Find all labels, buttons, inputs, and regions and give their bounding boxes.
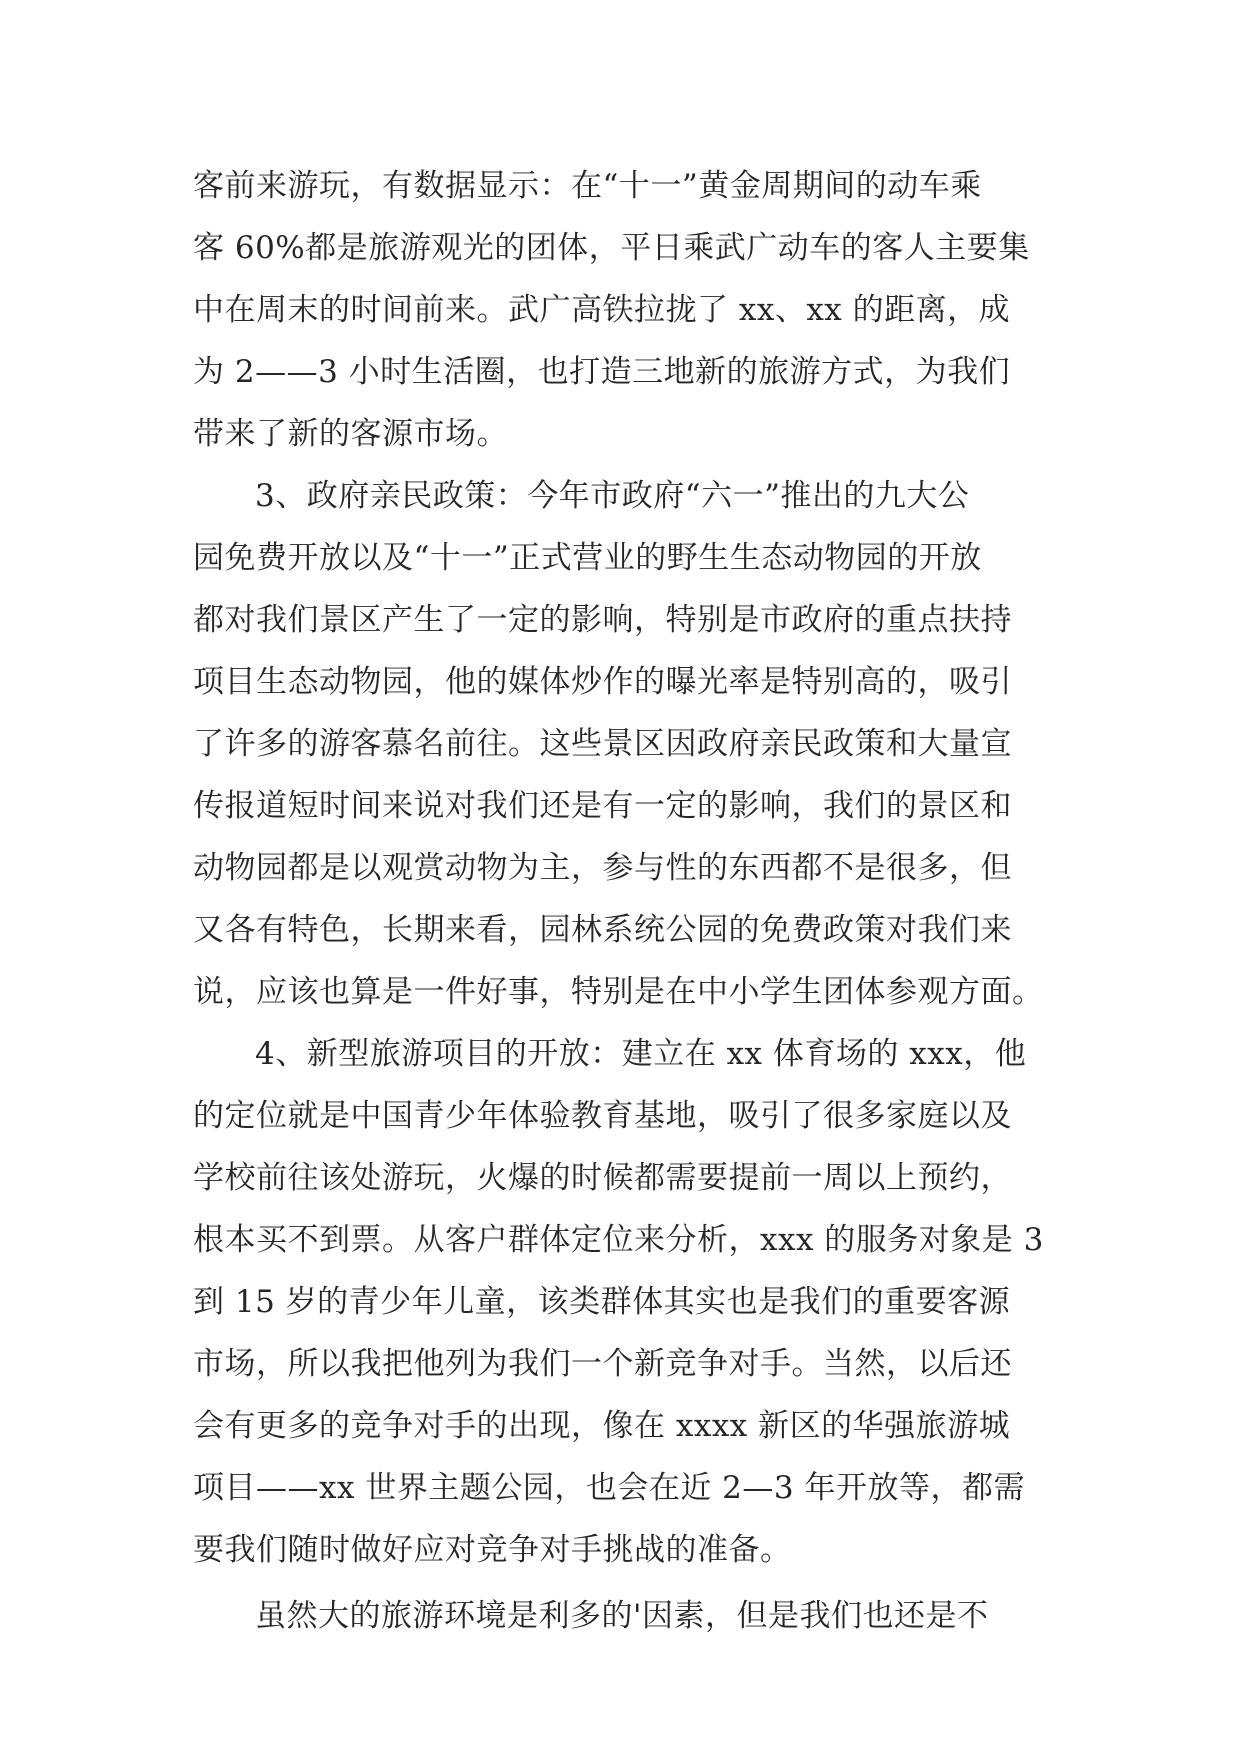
text-line: 都对我们景区产生了一定的影响，特别是市政府的重点扶持 (193, 602, 1012, 638)
text-line: 的定位就是中国青少年体验教育基地，吸引了很多家庭以及 (193, 1098, 1012, 1134)
text-line: 园免费开放以及“十一”正式营业的野生生态动物园的开放 (193, 540, 982, 576)
document-body (193, 155, 1073, 1647)
text-line: 项目——xx 世界主题公园，也会在近 2—3 年开放等，都需 (193, 1470, 1025, 1506)
text-line: 到 15 岁的青少年儿童，该类群体其实也是我们的重要客源 (193, 1284, 1011, 1320)
text-line: 会有更多的竞争对手的出现，像在 xxxx 新区的华强旅游城 (193, 1408, 1011, 1444)
paragraph-start-line: 3、政府亲民政策：今年市政府“六一”推出的九大公 (255, 478, 970, 514)
text-line: 项目生态动物园，他的媒体炒作的曝光率是特别高的，吸引 (193, 664, 1012, 700)
text-line: 又各有特色，长期来看，园林系统公园的免费政策对我们来 (193, 912, 1012, 948)
text-line: 为 2——3 小时生活圈，也打造三地新的旅游方式，为我们 (193, 354, 1011, 390)
text-line: 市场，所以我把他列为我们一个新竞争对手。当然，以后还 (193, 1346, 1012, 1382)
text-line: 根本买不到票。从客户群体定位来分析，xxx 的服务对象是 3 (193, 1222, 1044, 1258)
text-line: 学校前往该处游玩，火爆的时候都需要提前一周以上预约， (193, 1160, 1012, 1196)
paragraph-start-line: 虽然大的旅游环境是利多的'因素，但是我们也还是不 (255, 1598, 989, 1634)
text-line: 传报道短时间来说对我们还是有一定的影响，我们的景区和 (193, 788, 1012, 824)
text-line: 带来了新的客源市场。 (193, 416, 508, 452)
text-line: 了许多的游客慕名前往。这些景区因政府亲民政策和大量宣 (193, 726, 1012, 762)
text-line: 要我们随时做好应对竞争对手挑战的准备。 (193, 1532, 792, 1568)
text-line: 说，应该也算是一件好事，特别是在中小学生团体参观方面。 (193, 974, 1044, 1010)
text-line: 动物园都是以观赏动物为主，参与性的东西都不是很多，但 (193, 850, 1012, 886)
text-line: 中在周末的时间前来。武广高铁拉拢了 xx、xx 的距离，成 (193, 292, 1011, 328)
text-line: 客前来游玩，有数据显示：在“十一”黄金周期间的动车乘 (193, 168, 982, 204)
text-line: 客 60%都是旅游观光的团体，平日乘武广动车的客人主要集 (193, 230, 1030, 266)
paragraph-start-line: 4、新型旅游项目的开放：建立在 xx 体育场的 xxx，他 (255, 1036, 1027, 1072)
